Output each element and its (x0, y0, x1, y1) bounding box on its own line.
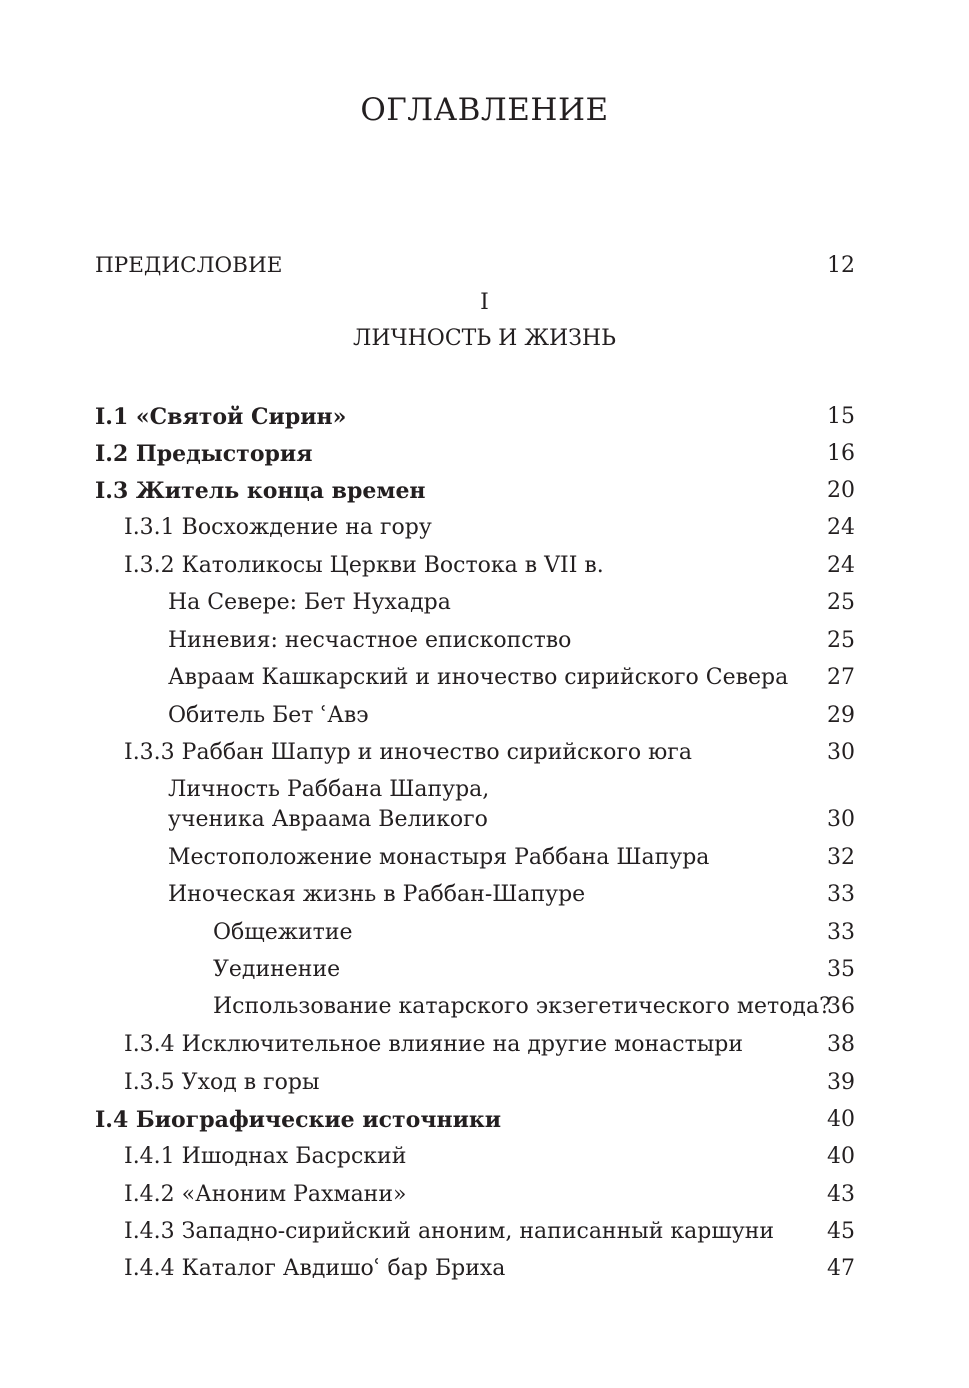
toc-entry-label: I.3.3 Раббан Шапур и иночество сирийского юга (124, 740, 692, 765)
toc-entry-page: 33 (827, 882, 855, 907)
toc-entry-label: Авраам Кашкарский и иночество сирийского Севера (168, 665, 789, 690)
toc-entry[interactable] (95, 552, 855, 580)
toc-entry-label: I.1 «Святой Сирин» (95, 404, 347, 430)
toc-entry[interactable] (95, 1106, 855, 1134)
toc-entry[interactable] (95, 956, 855, 984)
toc-entry-page: 29 (827, 703, 855, 728)
toc-entry-label: I.3.5 Уход в горы (124, 1070, 320, 1095)
toc-entry-label: I.3.4 Исключительное влияние на другие монастыри (124, 1032, 743, 1057)
part-title: ЛИЧНОСТЬ И ЖИЗНЬ (353, 326, 616, 351)
toc-entry-page: 39 (827, 1070, 855, 1095)
toc-entry-label: I.4 Биографические источники (95, 1107, 502, 1133)
toc-entry-page: 33 (827, 920, 855, 945)
toc-entry-page: 30 (827, 740, 855, 765)
toc-entry-page: 24 (827, 553, 855, 578)
toc-entry-label: I.4.2 «Аноним Рахмани» (124, 1182, 407, 1207)
part-number: I (480, 290, 489, 315)
toc-entry-page: 15 (827, 404, 855, 429)
toc-entry[interactable] (95, 403, 855, 431)
toc-entry-page: 16 (827, 441, 855, 466)
toc-entry-label: Использование катарского экзегетического метода? (213, 994, 831, 1019)
toc-entry-page: 45 (827, 1219, 855, 1244)
toc-entry-label: I.3.1 Восхождение на гору (124, 515, 432, 540)
toc-entry-page: 32 (827, 845, 855, 870)
toc-entry[interactable] (95, 440, 855, 468)
toc-entry[interactable] (95, 477, 855, 505)
toc-entry[interactable] (95, 514, 855, 542)
toc-entry-label: I.4.3 Западно-сирийский аноним, написанный каршуни (124, 1219, 775, 1244)
toc-entry-label: I.4.4 Каталог Авдишоʿ бар Бриха (124, 1256, 506, 1281)
toc-entry-label: I.3 Житель конца времен (95, 478, 426, 504)
toc-entry[interactable] (95, 702, 855, 730)
toc-entry[interactable] (95, 919, 855, 947)
toc-entry[interactable] (95, 993, 855, 1021)
toc-entry-page: 40 (827, 1144, 855, 1169)
toc-entry-label: ПРЕДИСЛОВИЕ (95, 253, 283, 278)
toc-entry-label: На Севере: Бет Нухадра (168, 590, 451, 615)
toc-entry[interactable] (95, 664, 855, 692)
toc-entry[interactable] (95, 844, 855, 872)
toc-entry[interactable] (95, 1255, 855, 1283)
toc-entry-page: 36 (827, 994, 855, 1019)
toc-entry-label: Личность Раббана Шапура, (168, 777, 490, 802)
toc-entry-page: 35 (827, 957, 855, 982)
toc-entry-page: 25 (827, 590, 855, 615)
toc-entry-page: 12 (827, 253, 855, 278)
toc-entry[interactable] (95, 776, 855, 834)
toc-entry-label: I.3.2 Католикосы Церкви Востока в VII в. (124, 553, 604, 578)
toc-entry-page: 27 (827, 665, 855, 690)
toc-entry[interactable] (95, 1181, 855, 1209)
toc-entry[interactable] (95, 1218, 855, 1246)
toc-entry-label: Ниневия: несчастное епископство (168, 628, 572, 653)
toc-entry-label: I.2 Предыстория (95, 441, 313, 467)
toc-entry-page: 25 (827, 628, 855, 653)
toc-entry[interactable] (95, 881, 855, 909)
toc-entry-page: 24 (827, 515, 855, 540)
toc-entry-label: I.4.1 Ишоднах Басрский (124, 1144, 407, 1169)
toc-entry-page: 20 (827, 478, 855, 503)
toc-entry-label: Обитель Бет ʿАвэ (168, 703, 369, 728)
toc-entry[interactable] (95, 1143, 855, 1171)
toc-entry[interactable] (95, 739, 855, 767)
toc-entry-page: 47 (827, 1256, 855, 1281)
toc-entry-page: 30 (827, 807, 855, 832)
toc-entry[interactable] (95, 589, 855, 617)
toc-entry-page: 40 (827, 1107, 855, 1132)
toc-entry-label: Уединение (213, 957, 341, 982)
toc-entry-label: Иноческая жизнь в Раббан-Шапуре (168, 882, 586, 907)
toc-entry-page: 43 (827, 1182, 855, 1207)
toc-entry[interactable] (95, 1069, 855, 1097)
toc-entry-label: Общежитие (213, 920, 353, 945)
page-title: ОГЛАВЛЕНИЕ (360, 92, 609, 128)
toc-entry-label: Местоположение монастыря Раббана Шапура (168, 845, 710, 870)
toc-entry-label-continued: ученика Авраама Великого (168, 807, 488, 832)
toc-entry[interactable] (95, 1031, 855, 1059)
toc-entry-page: 38 (827, 1032, 855, 1057)
toc-entry-preface[interactable] (95, 252, 855, 280)
toc-entry[interactable] (95, 627, 855, 655)
